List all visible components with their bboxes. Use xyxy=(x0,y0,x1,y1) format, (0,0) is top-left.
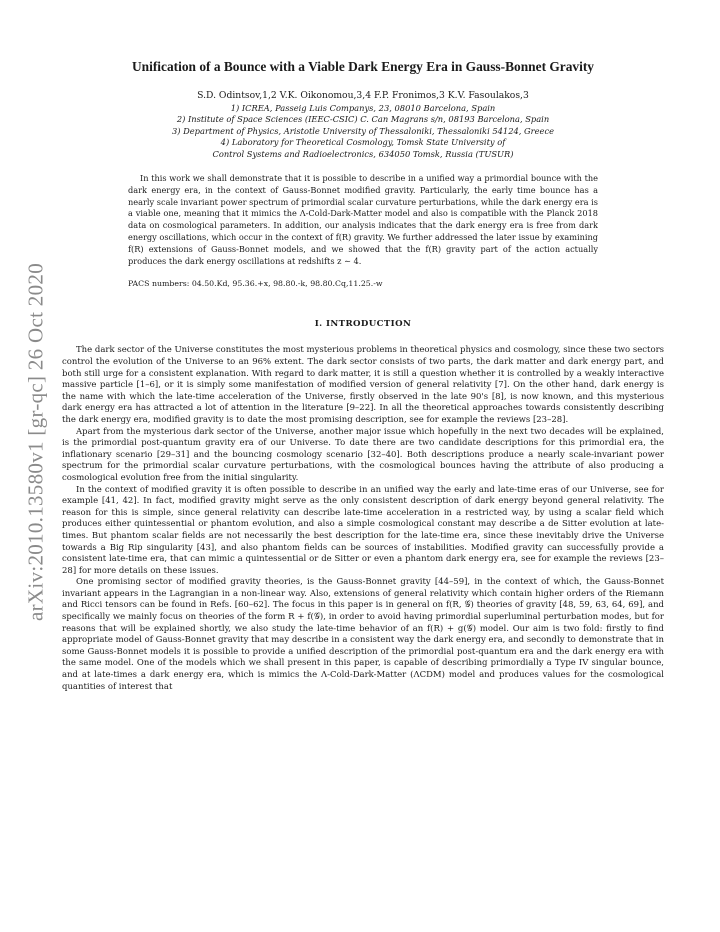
affiliation-list xyxy=(62,103,664,160)
paper-title: Unification of a Bounce with a Viable Dark Energy Era in Gauss-Bonnet Gravity xyxy=(132,59,594,74)
abstract: In this work we shall demonstrate that it is possible to describe in a unified way a primordial bounce with the dark energy era, in the context of Gauss-Bonnet modified gravity. Particularly, the early time bounce has a nearly scale invariant power spectrum of primordial scalar curvature perturbations, while the dark energy era is a viable one, meaning that it mimics the Λ-Cold-Dark-Matter model and also is compatible with the Planck 2018 data on cosmological parameters. In addition, our analysis indicates that the dark energy era is free from dark energy oscillations, which occur in the context of f(R) gravity. We further addressed the later issue by examining f(R) extensions of Gauss-Bonnet models, and we showed that the f(R) gravity part of the action actually produces the dark energy oscillations at redshifts z ∼ 4. xyxy=(128,173,598,266)
affiliation-1: 1) ICREA, Passeig Luis Companys, 23, 08010 Barcelona, Spain xyxy=(230,103,496,113)
author-list: S.D. Odintsov,1,2 V.K. Oikonomou,3,4 F.P. Fronimos,3 K.V. Fasoulakos,3 xyxy=(197,90,529,101)
paragraph: Apart from the mysterious dark sector of the Universe, another major issue which hopefully in the next two decades will be explained, is the primordial post-quantum gravity era of our Universe. To date there are two candidate descriptions for this primordial era, the inflationary scenario [29–31] and the bouncing cosmology scenario [32–40]. Both descriptions produce a nearly scale-invariant power spectrum for the primordial scalar curvature perturbations, with the cosmological bounces having the attribute of also producing a cosmological evolution free from the initial singularity. xyxy=(62,426,664,483)
paragraph: The dark sector of the Universe constitutes the most mysterious problems in theoretical physics and cosmology, since these two sectors control the evolution of the Universe to an 96% extent. The dark sector consists of two parts, the dark matter and dark energy part, and both still urge for a consistent explanation. With regard to dark matter, it is still a question whether it is controlled by a weakly interactive massive particle [1–6], or it is simply some manifestation of modified version of general relativity [7]. On the other hand, dark energy is the name with which the late-time acceleration of the Universe, firstly observed in the late 90's [8], is now known, and this mysterious dark energy era has attracted a lot of attention in the literature [9–22]. In all the theoretical approaches towards consistently describing the dark energy era, modified gravity is to date the most promising description, see for example the reviews [23–28]. xyxy=(62,345,664,425)
introduction-body xyxy=(62,345,664,693)
paragraph: One promising sector of modified gravity theories, is the Gauss-Bonnet gravity [44–59], in the context of which, the Gauss-Bonnet invariant appears in the Lagrangian in a non-linear way. Also, extensions of general relativity which contain higher orders of the Riemann and Ricci tensors can be found in Refs. [60–62]. The focus in this paper is in general on f(R, 𝒢) theories of gravity [48, 59, 63, 64, 69], and specifically we mainly focus on theories of the form R + f(𝒢), in order to avoid having primordial superluminal perturbation modes, but for reasons that will be explained shortly, we also study the late-time behavior of an f(R) + g(𝒢) model. Our aim is two fold: firstly to find appropriate model of Gauss-Bonnet gravity that may describe in a consistent way the dark energy era, and secondly to demonstrate that in some Gauss-Bonnet models it is possible to provide a unified description of the primordial post-quantum era and the dark energy era with the same model. One of the models which we shall present in this paper, is capable of describing primordially a Type IV singular bounce, and at late-times a dark energy era, which is mimics the Λ-Cold-Dark-Matter (ΛCDM) model and produces values for the cosmological quantities of interest that xyxy=(62,577,664,692)
arxiv-identifier: arXiv:2010.13580v1 [gr-qc] 26 Oct 2020 xyxy=(23,263,48,621)
affiliation-3: 3) Department of Physics, Aristotle University of Thessaloniki, Thessaloniki 54124, Greece xyxy=(171,125,555,136)
arxiv-sidebar-stamp xyxy=(16,232,56,652)
paper-page xyxy=(62,58,664,693)
affiliation-2: 2) Institute of Space Sciences (IEEC-CSIC) C. Can Magrans s/n, 08193 Barcelona, Spain xyxy=(176,114,550,125)
pacs-numbers: PACS numbers: 04.50.Kd, 95.36.+x, 98.80.-k, 98.80.Cq,11.25.-w xyxy=(128,279,383,289)
paragraph: In the context of modified gravity it is often possible to describe in an unified way the early and late-time eras of our Universe, see for example [41, 42]. In fact, modified gravity might serve as the only consistent description of dark energy beyond general relativity. The reason for this is simple, since general relativity can describe late-time acceleration in a restricted way, by using a scalar field which produces either quintessential or phantom evolution, and also a simple cosmological constant may describe a de Sitter evolution at late-times. But phantom scalar fields are not necessarily the best description for the late-time era, since these inevitably drive the Universe towards a Big Rip singularity [43], and also phantom fields can be sources of instabilities. Modified gravity can successfully provide a consistent late-time era, that can mimic a quintessential or de Sitter or even a phantom dark energy era, see for example the reviews [23–28] for more details on these issues. xyxy=(62,484,664,576)
affiliation-4-cont: Control Systems and Radioelectronics, 634050 Tomsk, Russia (TUSUR) xyxy=(212,148,514,159)
section-heading: I. INTRODUCTION xyxy=(314,319,412,330)
affiliation-4: 4) Laboratory for Theoretical Cosmology, Tomsk State University of xyxy=(220,137,506,148)
